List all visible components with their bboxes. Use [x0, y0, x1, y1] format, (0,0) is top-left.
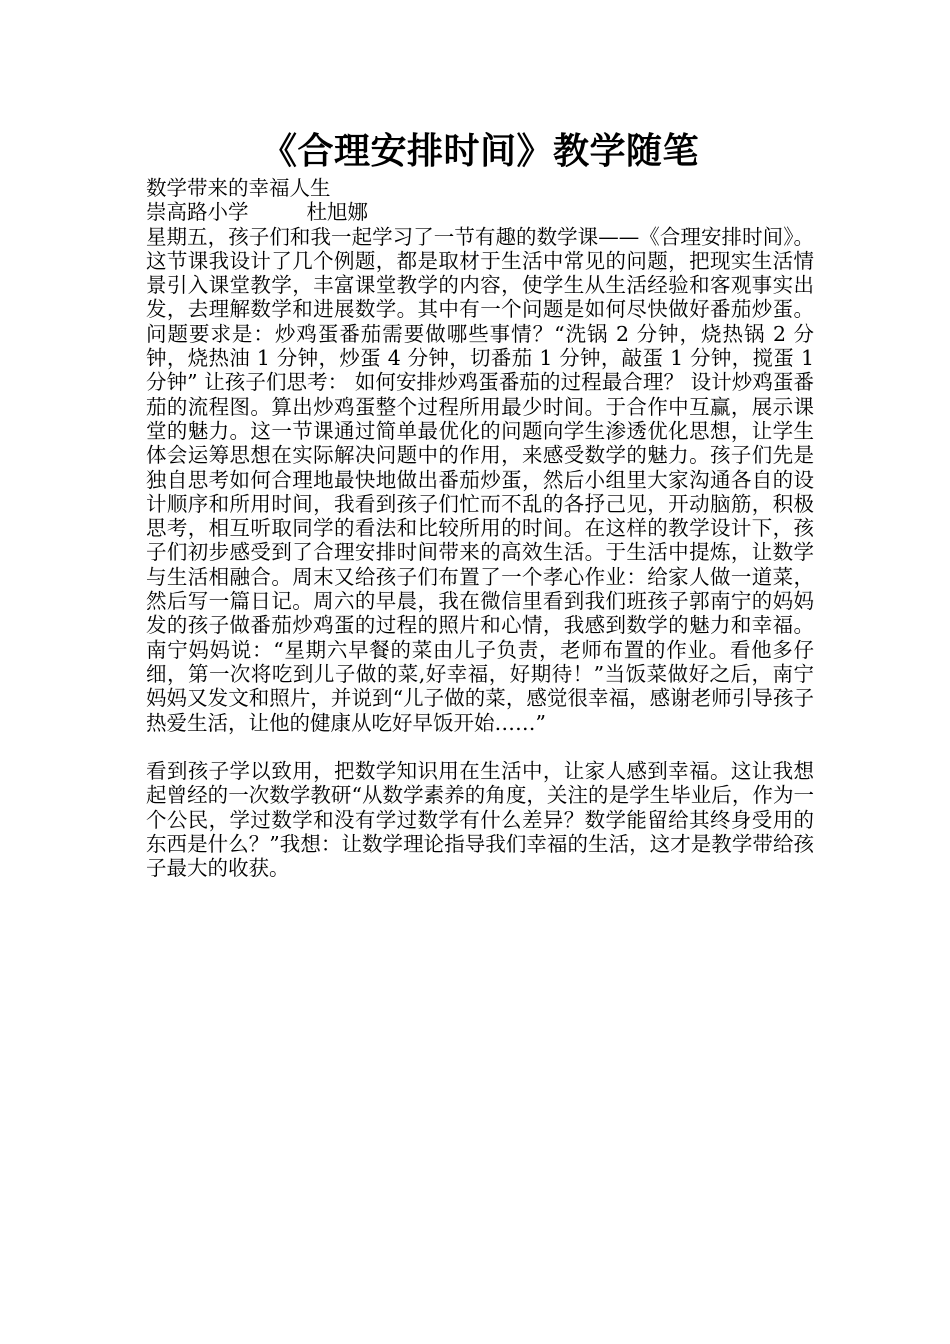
document-title: 《合理安排时间》教学随笔 [260, 131, 699, 172]
school-name: 崇高路小学 [146, 200, 249, 225]
author-name: 杜旭娜 [306, 200, 368, 225]
body-paragraph-2: 看到孩子学以致用，把数学知识用在生活中，让家人感到幸福。这让我想起曾经的一次数学教研“从数学素养的角度，关注的是学生毕业后，作为一个公民，学过数学和没有学过数学有什么差异？数学能留给其终身受用的东西是什么？”我想：让数学理论指导我们幸福的生活，这才是教学带给孩子最大的收获。 [146, 759, 814, 881]
document-subtitle: 数学带来的幸福人生 [146, 176, 331, 200]
document-page [146, 128, 814, 881]
body-paragraph-1: 星期五，孩子们和我一起学习了一节有趣的数学课——《合理安排时间》。这节课我设计了几个例题，都是取材于生活中常见的问题，把现实生活情景引入课堂教学，丰富课堂教学的内容，使学生从生活经验和客观事实出发，去理解数学和进展数学。其中有一个问题是如何尽快做好番茄炒蛋。问题要求是：炒鸡蛋番茄需要做哪些事情？“洗锅 2 分钟，烧热锅 2 分钟，烧热油 1 分钟，炒蛋 4 分钟，切番茄 1 分钟，敲蛋 1 分钟，搅蛋 1 分钟” 让孩子们思考： 如何安排炒鸡蛋番茄的过程最合理？ 设计炒鸡蛋番茄的流程图。算出炒鸡蛋整个过程所用最少时间。于合作中互赢，展示课堂的魅力。这一节课通过简单最优化的问题向学生渗透优化思想，让学生体会运筹思想在实际解决问题中的作用，来感受数学的魅力。孩子们先是独自思考如何合理地最快地做出番茄炒蛋，然后小组里大家沟通各自的设计顺序和所用时间，我看到孩子们忙而不乱的各抒己见，开动脑筋，积极思考，相互听取同学的看法和比较所用的时间。在这样的教学设计下，孩子们初步感受到了合理安排时间带来的高效生活。于生活中提炼，让数学与生活相融合。周末又给孩子们布置了一个孝心作业：给家人做一道菜，然后写一篇日记。周六的早晨，我在微信里看到我们班孩子郭南宁的妈妈发的孩子做番茄炒鸡蛋的过程的照片和心情，我感到数学的魅力和幸福。南宁妈妈说：“星期六早餐的菜由儿子负责，老师布置的作业。看他多仔细，第一次将吃到儿子做的菜,好幸福，好期待！”当饭菜做好之后，南宁妈妈又发文和照片，并说到“儿子做的菜，感觉很幸福，感谢老师引导孩子热爱生活，让他的健康从吃好早饭开始……” [146, 224, 814, 735]
paragraph-spacer [146, 735, 814, 759]
author-line [146, 200, 814, 224]
